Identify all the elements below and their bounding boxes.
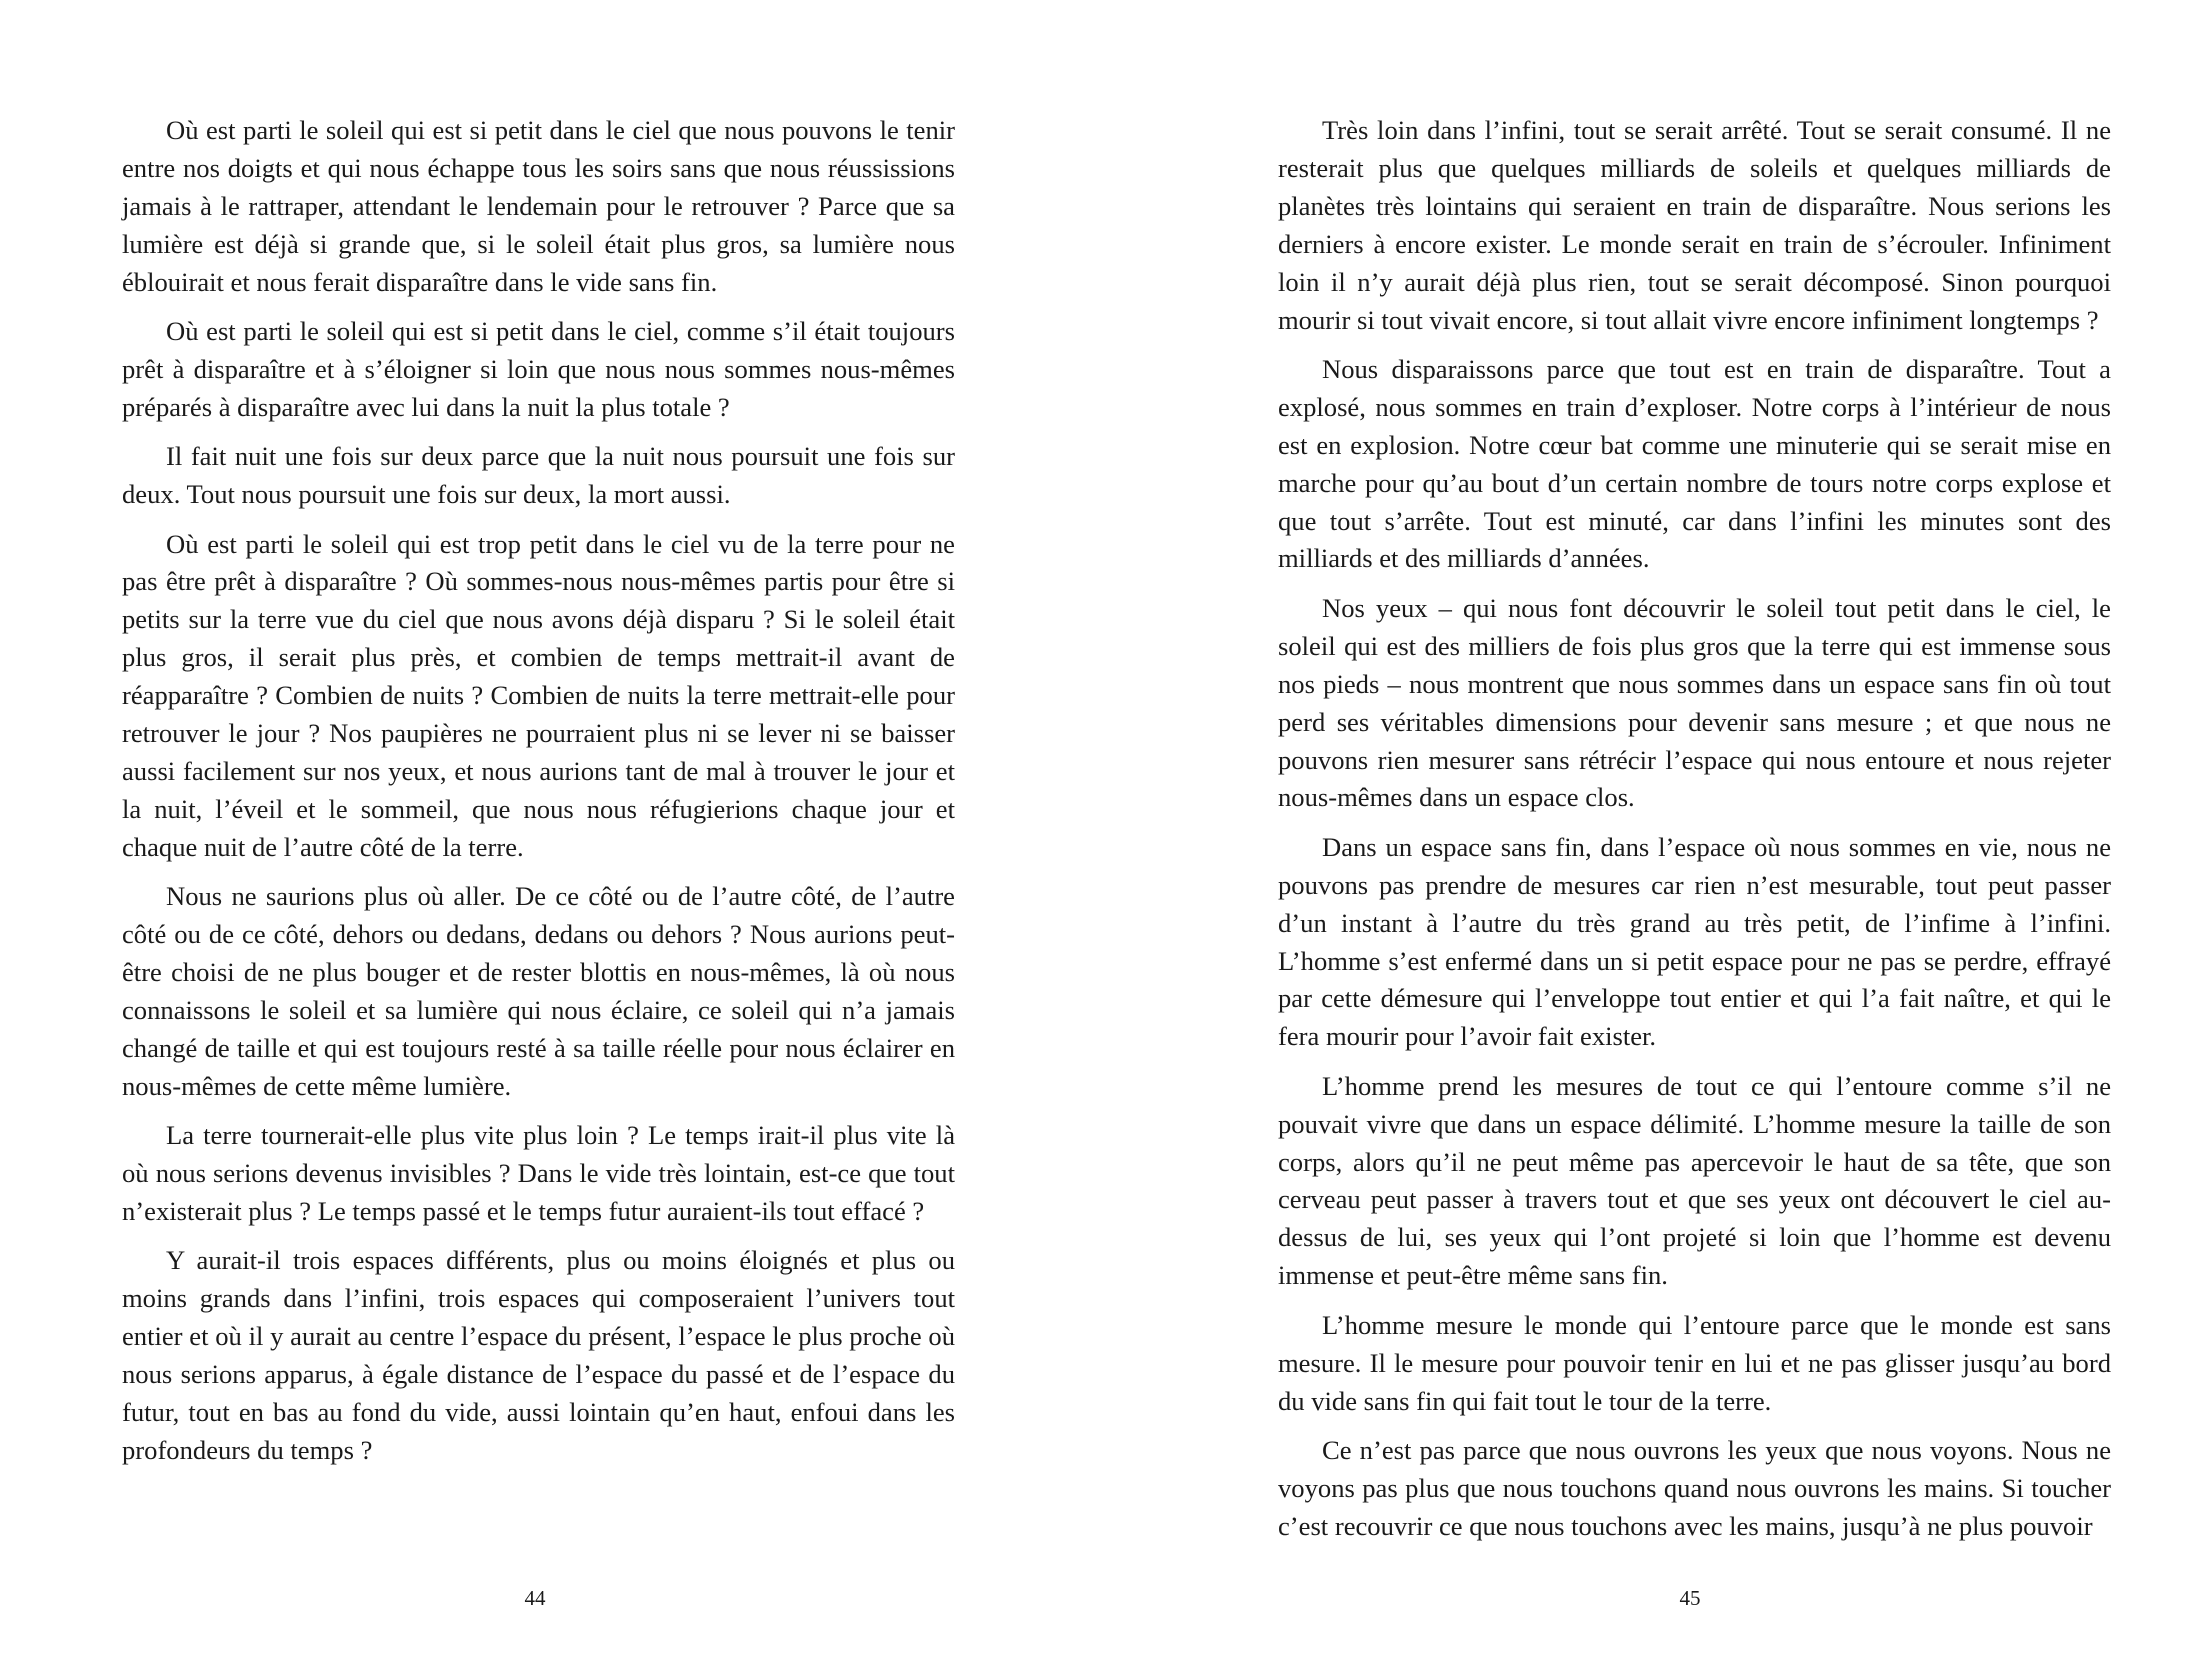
paragraph: Où est parti le soleil qui est trop petit dans le ciel vu de la terre pour ne pas être prêt à disparaître ? Où sommes-nous nous-mêmes partis pour être si petits sur la terre vue du ciel que nous avons déjà disparu ? Si le soleil était plus gros, il serait plus près, et combien de temps mettrait-il avant de réapparaître ? Combien de nuits ? Combien de nuits la terre mettrait-elle pour retrouver le jour ? Nos paupières ne pourraient plus ni se lever ni se baisser aussi facilement sur nos yeux, et nous aurions tant de mal à trouver le jour et la nuit, l’éveil et le sommeil, que nous nous réfugierions chaque jour et chaque nuit de l’autre côté de la terre. <box>122 528 955 862</box>
paragraph: La terre tournerait-elle plus vite plus loin ? Le temps irait-il plus vite là où nous serions devenus invisibles ? Dans le vide très lointain, est-ce que tout n’existerait plus ? Le temps passé et le temps futur auraient-ils tout effacé ? <box>122 1120 955 1226</box>
left-page-number: 44 <box>524 1586 546 1610</box>
paragraph: L’homme mesure le monde qui l’entoure parce que le monde est sans mesure. Il le mesure pour pouvoir tenir en lui et ne pas glisser jusqu’au bord du vide sans fin qui fait tout le tour de la terre. <box>1278 1309 2111 1416</box>
paragraph: Où est parti le soleil qui est si petit dans le ciel que nous pouvons le tenir entre nos doigts et qui nous échappe tous les soirs sans que nous réussissions jamais à le rattraper, attendant le lendemain pour le retrouver ? Parce que sa lumière est déjà si grande que, si le soleil était plus gros, sa lumière nous éblouirait et nous ferait disparaître dans le vide sans fin. <box>122 115 955 297</box>
paragraph: Très loin dans l’infini, tout se serait arrêté. Tout se serait consumé. Il ne resterait plus que quelques milliards de soleils et quelques milliards de planètes très lointains qui seraient en train de disparaître. Nous serions les derniers à encore exister. Le monde serait en train de s’écrouler. Infiniment loin il n’y aurait déjà plus rien, tout se serait décomposé. Sinon pourquoi mourir si tout vivait encore, si tout allait vivre encore infiniment longtemps ? <box>1278 115 2111 335</box>
paragraph: Il fait nuit une fois sur deux parce que la nuit nous poursuit une fois sur deux. Tout nous poursuit une fois sur deux, la mort aussi. <box>122 441 955 510</box>
right-page <box>1278 112 2111 1557</box>
paragraph: Y aurait-il trois espaces différents, plus ou moins éloignés et plus ou moins grands dans l’infini, trois espaces qui composeraient l’univers tout entier et où il y aurait au centre l’espace du présent, l’espace le plus proche où nous serions apparus, à égale distance de l’espace du passé et de l’espace du futur, tout en bas au fond du vide, aussi lointain qu’en haut, enfoui dans les profondeurs du temps ? <box>122 1245 955 1465</box>
paragraph: Nos yeux – qui nous font découvrir le soleil tout petit dans le ciel, le soleil qui est des milliers de fois plus gros que la terre qui est immense sous nos pieds – nous montrent que nous sommes dans un espace sans fin où tout perd ses véritables dimensions pour devenir sans mesure ; et que nous ne pouvons rien mesurer sans rétrécir l’espace qui nous entoure et nous rejeter nous-mêmes dans un espace clos. <box>1278 592 2111 813</box>
paragraph: Ce n’est pas parce que nous ouvrons les yeux que nous voyons. Nous ne voyons pas plus que nous touchons quand nous ouvrons les mains. Si toucher c’est recouvrir ce que nous touchons avec les mains, jusqu’à ne plus pouvoir <box>1278 1434 2111 1541</box>
paragraph: Dans un espace sans fin, dans l’espace où nous sommes en vie, nous ne pouvons pas prendre de mesures car rien n’est mesurable, tout peut passer d’un instant à l’autre du très grand au très petit, de l’infime à l’infini. L’homme s’est enfermé dans un si petit espace pour ne pas se perdre, effrayé par cette démesure qui l’enveloppe tout entier et qui l’a fait naître, et qui le fera mourir pour l’avoir fait exister. <box>1278 831 2111 1052</box>
left-page <box>122 112 955 1481</box>
right-page-number: 45 <box>1679 1586 1701 1610</box>
paragraph: L’homme prend les mesures de tout ce qui l’entoure comme s’il ne pouvait vivre que dans un espace délimité. L’homme mesure la taille de son corps, alors qu’il ne peut même pas apercevoir le haut de sa tête, que son cerveau peut passer à travers tout et que ses yeux ont découvert le ciel au-dessus de lui, ses yeux qui l’ont projeté si loin que l’homme est devenu immense et peut-être même sans fin. <box>1278 1070 2111 1291</box>
paragraph: Nous ne saurions plus où aller. De ce côté ou de l’autre côté, de l’autre côté ou de ce côté, dehors ou dedans, dedans ou dehors ? Nous aurions peut-être choisi de ne plus bouger et de rester blottis en nous-mêmes, là où nous connaissons le soleil et sa lumière qui nous éclaire, ce soleil qui n’a jamais changé de taille et qui est toujours resté à sa taille réelle pour nous éclairer en nous-mêmes de cette même lumière. <box>122 881 955 1101</box>
paragraph: Où est parti le soleil qui est si petit dans le ciel, comme s’il était toujours prêt à disparaître et à s’éloigner si loin que nous nous sommes nous-mêmes préparés à disparaître avec lui dans la nuit la plus totale ? <box>122 316 955 422</box>
paragraph: Nous disparaissons parce que tout est en train de disparaître. Tout a explosé, nous sommes en train d’exploser. Notre corps à l’intérieur de nous est en explosion. Notre cœur bat comme une minuterie qui se serait mise en marche pour qu’au bout d’un certain nombre de tours notre corps explose et que tout s’arrête. Tout est minuté, car dans l’infini les minutes sont des milliards et des milliards d’années. <box>1278 353 2111 574</box>
